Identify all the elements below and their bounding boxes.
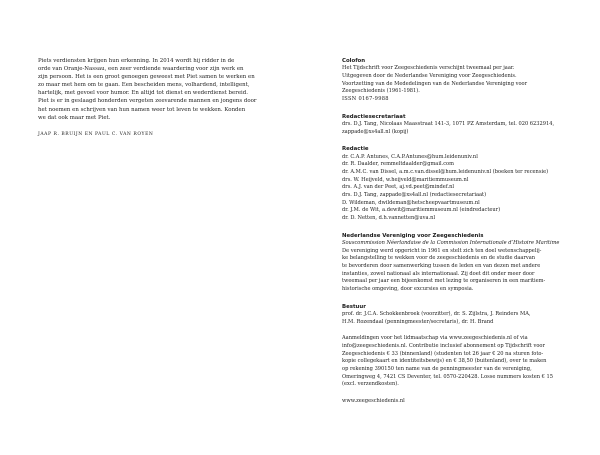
bestuur-section [342, 303, 578, 327]
left-page [38, 57, 276, 138]
redactie-section [342, 145, 578, 222]
right-page [342, 57, 578, 415]
redactiesecretariaat-heading: Redactiesecretariaat [342, 113, 406, 120]
redactie-member: dr. R. Daalder, remmeltdaalder@gmail.com [342, 161, 454, 168]
colofon-issn: ISSN 0167-9988 [342, 96, 389, 103]
colofon-line: Zeegeschiedenis (1961-1981). [342, 88, 420, 95]
closing-paragraph: Piets verdiensten krijgen hun erkenning. In 2014 wordt hij ridder in de orde van Oranje-Nassau, een zeer verdiende waardering voor zijn werk en zijn persoon. Het is een groot genoegen geweest met Piet samen te werken en zo maar met hem om te gaan. Een bescheiden mens, volhardend, intelligent, hartelijk, met gevoel voor humor. En altijd tot dienst en wederdienst bereid. Piet is er in geslaagd honderden vergeten zeevarende mannen en jongens door het noemen en schrijven van hun namen weer tot leven te wekken. Konden we dat ook maar met Piet. [38, 58, 257, 121]
redactie-member: dr. A.M.C. van Dissel, a.m.c.van.dissel@hum.leidenuniv.nl (boeken ter recensie) [342, 169, 549, 176]
colofon-line: Voortzetting van de Mededelingen van de Nederlandse Vereniging voor [342, 80, 528, 87]
colofon-heading: Colofon [342, 58, 366, 64]
aanmeldingen-body: Aanmeldingen voor het lidmaatschap via www.zeegeschiedenis.nl of via info@zeegeschiedenis.nl. Contributie inclusief abonnement op Tijdschrift voor Zeegeschiedenis € 33 (binnenland) (studenten tot 26 jaar € 20 na sturen foto- kopie collegekaart en identiteitsbewijs) en € 38,50 (buitenland), over te maken op rekening 390150 ten name van de penningmeester van de vereniging, Omeringweg 4, 7421 CS Deventer, tel. 0570-220428. Losse nummers kosten € 15 (excl. verzendkosten). [342, 335, 553, 388]
vereniging-body: De vereniging werd opgericht in 1961 en stelt zich ten doel wetenschappelij- ke belangstelling te wekken voor de zeegeschiedenis en de studie daarvan te bevorderen door samenwerking tussen de leden en van dezen met andere instanties, zowel nationaal als internationaal. Zij doet dit onder meer door tweemaal per jaar een bijeenkomst met lezing te organiseren in een maritiem- historische omgeving, door excursies en symposia. [342, 247, 546, 293]
authors-signature: JAAP R. BRUIJN EN PAUL C. VAN ROYEN [38, 131, 154, 137]
redactiesecretariaat-section [342, 113, 578, 137]
redactie-member: drs. A.J. van der Peet, aj.vd.peet@mindef.nl [342, 184, 455, 191]
redactie-member: dr. J.M. de Wit, a.dewit@maritiemmuseum.nl (eindredacteur) [342, 207, 501, 214]
redactie-heading: Redactie [342, 146, 369, 153]
colofon-section [342, 57, 578, 104]
vereniging-section [342, 232, 578, 294]
vereniging-subtitle: Souscommission Néerlandaise de la Commission Internationale d’Histoire Maritime [342, 240, 560, 247]
colofon-line: Uitgegeven door de Nederlandse Vereniging voor Zeegeschiedenis. [342, 73, 517, 80]
colofon-line: Het Tijdschrift voor Zeegeschiedenis verschijnt tweemaal per jaar. [342, 65, 515, 72]
bestuur-body: prof. dr. J.C.A. Schokkenbroek (voorzitter), dr. S. Zijlstra, J. Reinders MA, H.M. Rozendaal (penningmeester/secretaris), dr. H. Brand [342, 311, 531, 325]
website-link: www.zeegeschiedenis.nl [342, 398, 405, 405]
website-section [342, 398, 578, 406]
vereniging-heading: Nederlandse Vereniging voor Zeegeschiedenis [342, 232, 484, 239]
redactiesecretariaat-line: zappade@xs4all.nl (kopij) [342, 128, 409, 135]
redactiesecretariaat-line: drs. D.J. Tang, Nicolaas Maasstraat 141-3, 1071 PZ Amsterdam, tel. 020 6232914, [342, 121, 555, 128]
aanmeldingen-section [342, 335, 578, 389]
redactie-member: drs. W. Heijveld, w.heijveld@maritiemmuseum.nl [342, 176, 469, 183]
redactie-member: dr. D. Netten, d.h.vannetten@uva.nl [342, 215, 436, 222]
redactie-member: drs. D.J. Tang, zappade@xs4all.nl (redactiesecretariaat) [342, 192, 487, 199]
bestuur-heading: Bestuur [342, 303, 366, 310]
redactie-member: dr. C.A.P. Antunes, C.A.P.Antunes@hum.leidenuniv.nl [342, 153, 478, 160]
redactie-member: D. Wildeman, dwildeman@hetscheepvaartmuseum.nl [342, 199, 480, 206]
